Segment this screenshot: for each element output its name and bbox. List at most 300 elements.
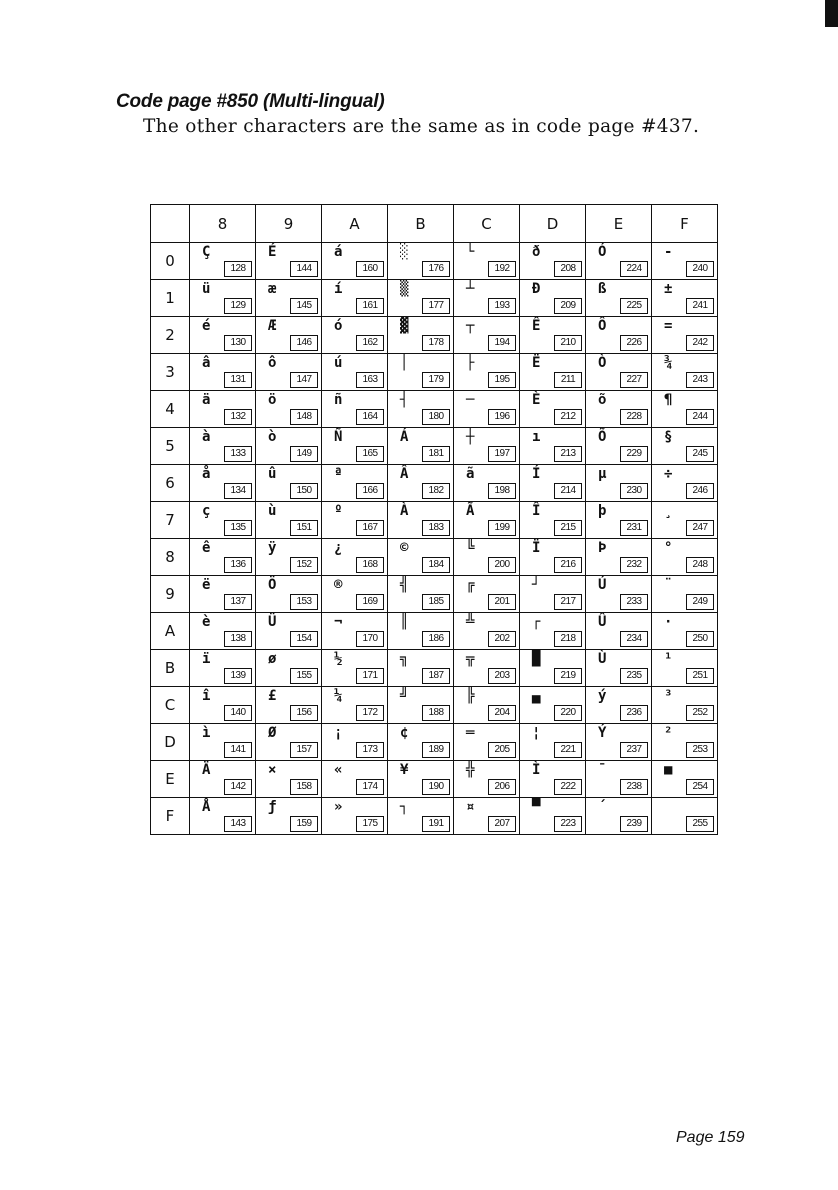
char-cell [388, 391, 454, 428]
char-glyph: Ý [598, 725, 607, 741]
row-header: B [151, 650, 190, 687]
char-code: 213 [554, 446, 582, 462]
table-body [151, 243, 718, 835]
char-code: 241 [686, 298, 714, 314]
char-glyph: ² [664, 725, 673, 741]
char-glyph: É [268, 244, 277, 260]
char-glyph: = [664, 318, 673, 334]
char-code: 148 [290, 409, 318, 425]
char-glyph: º [334, 503, 343, 519]
table-row [151, 687, 718, 724]
char-code: 220 [554, 705, 582, 721]
char-code: 209 [554, 298, 582, 314]
char-glyph: À [400, 503, 409, 519]
char-cell [190, 465, 256, 502]
char-cell [652, 798, 718, 835]
char-cell [388, 761, 454, 798]
char-glyph: Ó [598, 244, 607, 260]
table-row [151, 354, 718, 391]
char-glyph: ¾ [664, 355, 673, 371]
char-glyph: è [202, 614, 211, 630]
char-code: 219 [554, 668, 582, 684]
char-glyph: ╔ [466, 577, 475, 593]
char-code: 156 [290, 705, 318, 721]
char-code: 210 [554, 335, 582, 351]
char-cell [190, 354, 256, 391]
char-cell [652, 539, 718, 576]
char-cell [256, 798, 322, 835]
char-cell [190, 724, 256, 761]
char-glyph: ê [202, 540, 211, 556]
char-code: 230 [620, 483, 648, 499]
char-glyph: ú [334, 355, 343, 371]
char-cell [586, 687, 652, 724]
char-glyph: ä [202, 392, 211, 408]
char-cell [586, 280, 652, 317]
char-glyph: ▒ [400, 281, 409, 297]
char-code: 172 [356, 705, 384, 721]
char-cell [586, 354, 652, 391]
char-code: 202 [488, 631, 516, 647]
char-cell [520, 613, 586, 650]
page-number: Page 159 [676, 1129, 745, 1146]
char-cell [256, 317, 322, 354]
char-glyph: ³ [664, 688, 673, 704]
char-code: 208 [554, 261, 582, 277]
char-cell [256, 391, 322, 428]
char-glyph: ı [532, 429, 541, 445]
char-cell [586, 465, 652, 502]
char-glyph: ┌ [532, 614, 541, 630]
char-code: 185 [422, 594, 450, 610]
char-code: 136 [224, 557, 252, 573]
char-cell [454, 428, 520, 465]
char-code: 130 [224, 335, 252, 351]
char-cell [256, 613, 322, 650]
char-glyph: Î [532, 503, 541, 519]
char-code: 248 [686, 557, 714, 573]
page-subtitle: The other characters are the same as in code page #437. [143, 116, 700, 137]
char-glyph: ╩ [466, 614, 475, 630]
char-cell [586, 539, 652, 576]
char-glyph: ¿ [334, 540, 343, 556]
char-code: 165 [356, 446, 384, 462]
char-glyph: Ì [532, 762, 541, 778]
char-code: 140 [224, 705, 252, 721]
char-glyph: ƒ [268, 799, 277, 815]
char-code: 181 [422, 446, 450, 462]
char-glyph: Ä [202, 762, 211, 778]
char-code: 201 [488, 594, 516, 610]
char-code: 167 [356, 520, 384, 536]
char-cell [652, 502, 718, 539]
char-code: 141 [224, 742, 252, 758]
char-code: 207 [488, 816, 516, 832]
char-cell [454, 280, 520, 317]
char-glyph: Û [598, 614, 607, 630]
char-code: 214 [554, 483, 582, 499]
char-glyph: Ï [532, 540, 541, 556]
char-glyph: ø [268, 651, 277, 667]
char-code: 216 [554, 557, 582, 573]
char-glyph: á [334, 244, 343, 260]
char-cell [520, 724, 586, 761]
char-glyph: È [532, 392, 541, 408]
char-code: 164 [356, 409, 384, 425]
char-code: 217 [554, 594, 582, 610]
char-glyph: ¸ [664, 503, 673, 519]
char-glyph: ┘ [532, 577, 541, 593]
char-cell [652, 650, 718, 687]
char-code: 158 [290, 779, 318, 795]
char-code: 170 [356, 631, 384, 647]
char-glyph: í [334, 281, 343, 297]
char-cell [652, 243, 718, 280]
char-glyph: ´ [598, 799, 607, 815]
char-glyph: ì [202, 725, 211, 741]
char-glyph: ┤ [400, 392, 409, 408]
char-code: 246 [686, 483, 714, 499]
char-cell [520, 761, 586, 798]
char-code: 171 [356, 668, 384, 684]
char-cell [388, 798, 454, 835]
char-cell [322, 354, 388, 391]
char-cell [520, 280, 586, 317]
char-cell [190, 317, 256, 354]
char-glyph: ╬ [466, 762, 475, 778]
char-cell [454, 465, 520, 502]
char-glyph: ü [202, 281, 211, 297]
char-cell [652, 354, 718, 391]
column-header: B [388, 205, 454, 243]
row-header: 1 [151, 280, 190, 317]
char-glyph: ÿ [268, 540, 277, 556]
char-cell [652, 576, 718, 613]
char-code: 194 [488, 335, 516, 351]
char-glyph: ┼ [466, 429, 475, 445]
char-glyph: ª [334, 466, 343, 482]
char-code: 244 [686, 409, 714, 425]
char-cell [388, 576, 454, 613]
char-cell [454, 724, 520, 761]
char-glyph: ┐ [400, 799, 409, 815]
char-cell [322, 798, 388, 835]
table-row [151, 724, 718, 761]
char-cell [520, 428, 586, 465]
char-glyph: Æ [268, 318, 277, 334]
char-code: 159 [290, 816, 318, 832]
char-code: 182 [422, 483, 450, 499]
char-glyph: Þ [598, 540, 607, 556]
char-code: 232 [620, 557, 648, 573]
char-glyph: ï [202, 651, 211, 667]
char-glyph: ╠ [466, 688, 475, 704]
char-cell [520, 243, 586, 280]
char-glyph: û [268, 466, 277, 482]
char-cell [520, 465, 586, 502]
char-code: 153 [290, 594, 318, 610]
char-cell [322, 576, 388, 613]
column-header: F [652, 205, 718, 243]
char-code: 180 [422, 409, 450, 425]
char-glyph: ç [202, 503, 211, 519]
char-cell [652, 465, 718, 502]
page-corner-mark [825, 0, 838, 27]
char-glyph: à [202, 429, 211, 445]
char-glyph: Õ [598, 429, 607, 445]
char-cell [190, 391, 256, 428]
char-code: 155 [290, 668, 318, 684]
char-code: 147 [290, 372, 318, 388]
char-code: 249 [686, 594, 714, 610]
char-cell [190, 576, 256, 613]
char-glyph: ╝ [400, 688, 409, 704]
char-cell [520, 317, 586, 354]
char-glyph: █ [532, 651, 541, 667]
char-cell [256, 687, 322, 724]
column-header: C [454, 205, 520, 243]
column-header: 8 [190, 205, 256, 243]
table-row [151, 576, 718, 613]
char-cell [454, 687, 520, 724]
char-code: 138 [224, 631, 252, 647]
column-header: 9 [256, 205, 322, 243]
char-cell [388, 539, 454, 576]
char-cell [586, 761, 652, 798]
char-code: 211 [554, 372, 582, 388]
char-glyph: Ã [466, 503, 475, 519]
char-cell [256, 650, 322, 687]
char-glyph: ¹ [664, 651, 673, 667]
column-header-row [151, 205, 718, 243]
char-cell [586, 576, 652, 613]
char-code: 129 [224, 298, 252, 314]
table-row [151, 502, 718, 539]
char-cell [190, 650, 256, 687]
char-code: 221 [554, 742, 582, 758]
char-glyph: ö [268, 392, 277, 408]
char-code: 183 [422, 520, 450, 536]
char-glyph: ¡ [334, 725, 343, 741]
char-glyph: â [202, 355, 211, 371]
char-code: 231 [620, 520, 648, 536]
char-cell [586, 613, 652, 650]
char-glyph: - [664, 244, 673, 260]
char-code: 133 [224, 446, 252, 462]
char-glyph: ñ [334, 392, 343, 408]
char-glyph: Ö [268, 577, 277, 593]
row-header: A [151, 613, 190, 650]
table-row [151, 391, 718, 428]
char-code: 135 [224, 520, 252, 536]
char-cell [256, 280, 322, 317]
table-row [151, 539, 718, 576]
char-glyph: ▄ [532, 688, 541, 704]
char-cell [454, 576, 520, 613]
char-code: 200 [488, 557, 516, 573]
char-code: 161 [356, 298, 384, 314]
char-cell [322, 391, 388, 428]
char-cell [388, 687, 454, 724]
char-code: 234 [620, 631, 648, 647]
char-code: 175 [356, 816, 384, 832]
char-glyph: Ü [268, 614, 277, 630]
char-cell [652, 761, 718, 798]
char-cell [388, 243, 454, 280]
char-cell [322, 465, 388, 502]
char-glyph: ┴ [466, 281, 475, 297]
char-cell [586, 798, 652, 835]
char-cell [190, 687, 256, 724]
char-code: 184 [422, 557, 450, 573]
char-cell [454, 761, 520, 798]
char-cell [586, 317, 652, 354]
char-code: 179 [422, 372, 450, 388]
char-cell [256, 354, 322, 391]
char-cell [520, 391, 586, 428]
char-code: 193 [488, 298, 516, 314]
char-glyph: © [400, 540, 409, 556]
char-glyph: ® [334, 577, 343, 593]
char-code: 139 [224, 668, 252, 684]
char-code: 253 [686, 742, 714, 758]
char-cell [388, 317, 454, 354]
char-code: 162 [356, 335, 384, 351]
char-glyph: ╗ [400, 651, 409, 667]
char-cell [256, 761, 322, 798]
row-header: 7 [151, 502, 190, 539]
char-cell [256, 465, 322, 502]
char-cell [190, 761, 256, 798]
char-glyph: Å [202, 799, 211, 815]
char-glyph: õ [598, 392, 607, 408]
char-cell [388, 465, 454, 502]
char-glyph: ╣ [400, 577, 409, 593]
row-header: 4 [151, 391, 190, 428]
char-code: 247 [686, 520, 714, 536]
row-header: 9 [151, 576, 190, 613]
char-cell [454, 798, 520, 835]
char-cell [520, 354, 586, 391]
char-glyph: Ð [532, 281, 541, 297]
char-glyph: Á [400, 429, 409, 445]
char-code: 137 [224, 594, 252, 610]
char-glyph: ▓ [400, 318, 409, 334]
char-code: 131 [224, 372, 252, 388]
char-code: 205 [488, 742, 516, 758]
char-code: 199 [488, 520, 516, 536]
char-cell [190, 428, 256, 465]
char-cell [322, 613, 388, 650]
row-header: D [151, 724, 190, 761]
char-glyph: Í [532, 466, 541, 482]
char-cell [388, 428, 454, 465]
char-glyph: ã [466, 466, 475, 482]
char-code: 187 [422, 668, 450, 684]
char-cell [322, 243, 388, 280]
char-glyph: ¶ [664, 392, 673, 408]
char-glyph: ═ [466, 725, 475, 741]
char-cell [256, 243, 322, 280]
char-cell [586, 243, 652, 280]
char-glyph: ▀ [532, 799, 541, 815]
char-code: 146 [290, 335, 318, 351]
table-row [151, 613, 718, 650]
row-header: 2 [151, 317, 190, 354]
char-glyph: Ò [598, 355, 607, 371]
char-glyph: ¥ [400, 762, 409, 778]
table-row [151, 465, 718, 502]
char-glyph: ß [598, 281, 607, 297]
char-cell [322, 761, 388, 798]
char-cell [388, 280, 454, 317]
char-glyph: é [202, 318, 211, 334]
char-cell [454, 502, 520, 539]
char-code: 240 [686, 261, 714, 277]
char-cell [586, 428, 652, 465]
char-glyph: ┬ [466, 318, 475, 334]
char-glyph: Ñ [334, 429, 343, 445]
char-code: 235 [620, 668, 648, 684]
char-code: 160 [356, 261, 384, 277]
char-code: 154 [290, 631, 318, 647]
char-cell [520, 502, 586, 539]
char-cell [652, 428, 718, 465]
char-code: 236 [620, 705, 648, 721]
char-glyph: å [202, 466, 211, 482]
char-cell [454, 317, 520, 354]
char-glyph: ¤ [466, 799, 475, 815]
char-cell [190, 539, 256, 576]
char-glyph: Ô [598, 318, 607, 334]
char-code: 196 [488, 409, 516, 425]
char-glyph: ¢ [400, 725, 409, 741]
char-glyph: ╦ [466, 651, 475, 667]
char-glyph: · [664, 614, 673, 630]
row-header: 6 [151, 465, 190, 502]
char-cell [586, 650, 652, 687]
char-code: 242 [686, 335, 714, 351]
char-glyph: þ [598, 503, 607, 519]
char-cell [652, 391, 718, 428]
char-cell [256, 576, 322, 613]
row-header: 8 [151, 539, 190, 576]
char-code: 255 [686, 816, 714, 832]
char-cell [256, 724, 322, 761]
row-header: F [151, 798, 190, 835]
char-cell [190, 280, 256, 317]
row-header: E [151, 761, 190, 798]
char-cell [190, 798, 256, 835]
char-glyph: § [664, 429, 673, 445]
char-code: 151 [290, 520, 318, 536]
char-cell [388, 650, 454, 687]
char-code: 195 [488, 372, 516, 388]
char-code: 254 [686, 779, 714, 795]
char-cell [256, 502, 322, 539]
char-glyph: ░ [400, 244, 409, 260]
char-glyph: « [334, 762, 343, 778]
char-glyph: ├ [466, 355, 475, 371]
character-code-table [150, 204, 718, 835]
char-code: 233 [620, 594, 648, 610]
char-cell [322, 650, 388, 687]
char-cell [256, 539, 322, 576]
char-glyph: ╚ [466, 540, 475, 556]
char-glyph: ¯ [598, 762, 607, 778]
char-code: 152 [290, 557, 318, 573]
column-header: A [322, 205, 388, 243]
